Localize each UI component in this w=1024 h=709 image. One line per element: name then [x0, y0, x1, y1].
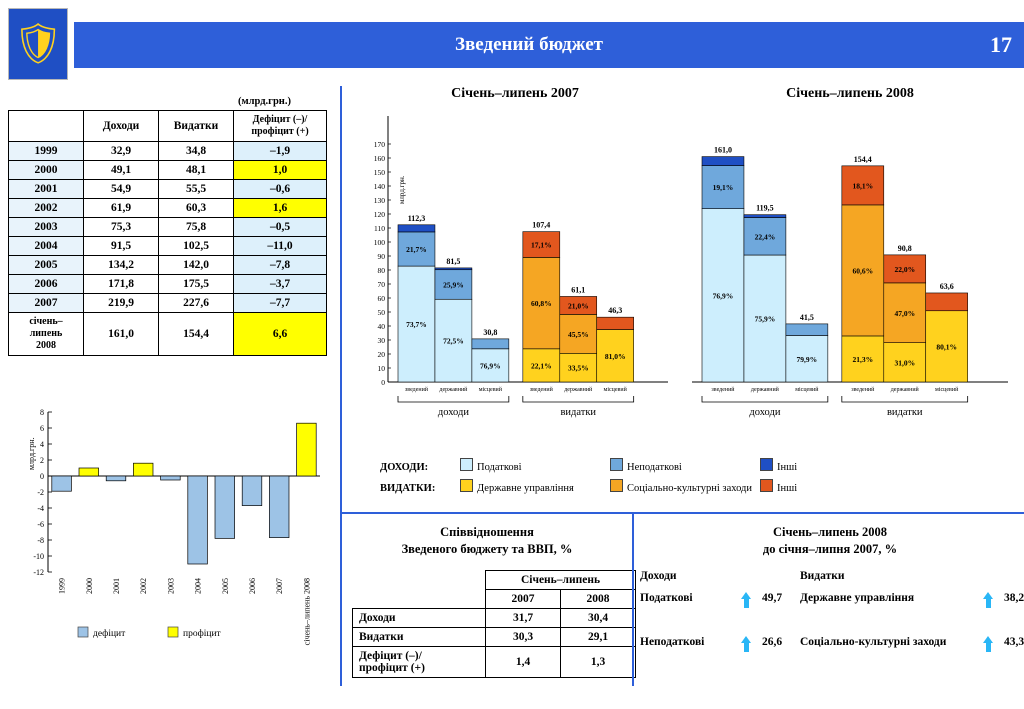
svg-text:90: 90 [377, 252, 385, 261]
table-row [9, 142, 327, 161]
cell-year: 2001 [9, 180, 84, 199]
svg-text:-6: -6 [37, 520, 44, 529]
comparison-col2-header: Видатки [800, 570, 845, 582]
cell-spend: 75,8 [159, 218, 234, 237]
svg-text:73,7%: 73,7% [406, 320, 427, 330]
cell-income: 171,8 [84, 275, 159, 294]
divider-horizontal-bottom [340, 512, 1024, 514]
svg-text:45,5%: 45,5% [567, 329, 589, 339]
svg-text:2005: 2005 [220, 578, 230, 594]
svg-text:8: 8 [40, 408, 44, 417]
cell-balance: 1,0 [234, 161, 327, 180]
ratio-row-label: Видатки [353, 628, 486, 647]
table-header-row [9, 111, 327, 142]
comparison-title-line2: до січня–липня 2007, % [762, 542, 898, 556]
cell-spend: 60,3 [159, 199, 234, 218]
svg-text:державний: державний [439, 387, 468, 393]
svg-text:100: 100 [373, 238, 385, 247]
ratio-table-title [352, 524, 622, 558]
ratio-col-2007: 2007 [486, 590, 561, 609]
svg-text:63,6: 63,6 [939, 281, 954, 291]
svg-text:76,9%: 76,9% [712, 291, 734, 301]
svg-text:зведений: зведений [404, 387, 429, 393]
svg-text:місцевий: місцевий [795, 387, 819, 393]
th-year [9, 111, 84, 142]
legend-item: Інші [760, 458, 910, 473]
svg-text:70: 70 [377, 280, 385, 289]
svg-text:0: 0 [40, 472, 44, 481]
ratio-title-line1: Співвідношення [440, 525, 534, 539]
comparison-left-label: Податкові [640, 592, 693, 604]
divider-vertical-main [340, 86, 342, 686]
svg-text:зведений: зведений [851, 387, 875, 393]
svg-text:41,5: 41,5 [799, 312, 814, 322]
cell-year: 2000 [9, 161, 84, 180]
cell-year: 2002 [9, 199, 84, 218]
cell-year: 2007 [9, 294, 84, 313]
svg-text:119,5: 119,5 [756, 203, 774, 213]
svg-text:доходи: доходи [437, 407, 469, 418]
svg-text:90,8: 90,8 [897, 243, 912, 253]
table-row [9, 313, 327, 356]
svg-text:2001: 2001 [112, 578, 121, 594]
ratio-value-2008: 29,1 [561, 628, 636, 647]
ratio-value-2007: 31,7 [486, 609, 561, 628]
svg-text:зведений: зведений [711, 387, 735, 393]
svg-text:75,9%: 75,9% [754, 314, 776, 324]
svg-text:30,8: 30,8 [483, 327, 498, 337]
svg-text:33,5%: 33,5% [567, 363, 589, 373]
svg-text:видатки: видатки [886, 407, 923, 418]
ratio-table [352, 570, 636, 678]
ratio-title-line2: Зведеного бюджету та ВВП, % [401, 542, 573, 556]
legend-swatch [760, 458, 773, 471]
cell-year: 2004 [9, 237, 84, 256]
ratio-value-2007: 1,4 [486, 647, 561, 678]
arrow-up-icon [978, 636, 999, 652]
cell-balance: 1,6 [234, 199, 327, 218]
cell-balance: –0,6 [234, 180, 327, 199]
legend-item: Податкові [460, 458, 610, 473]
svg-text:154,4: 154,4 [853, 154, 872, 164]
ratio-row [353, 628, 636, 647]
comparison-left-value: 26,6 [762, 636, 783, 648]
comparison-left-value: 49,7 [762, 592, 783, 604]
cell-income: 219,9 [84, 294, 159, 313]
cell-year: 1999 [9, 142, 84, 161]
cell-balance: –0,5 [234, 218, 327, 237]
legend-swatch [610, 479, 623, 492]
cell-year: 2005 [9, 256, 84, 275]
cell-spend: 154,4 [159, 313, 234, 356]
comparison-title [660, 524, 1000, 558]
svg-text:47,0%: 47,0% [894, 308, 916, 318]
cell-year: 2003 [9, 218, 84, 237]
ratio-col-2008: 2008 [561, 590, 636, 609]
chart-2007-title: Січень–липень 2007 [451, 86, 579, 101]
cell-spend: 102,5 [159, 237, 234, 256]
svg-text:-10: -10 [33, 552, 44, 561]
comparison-right-label: Державне управління [800, 592, 915, 604]
comparison-left-label: Неподаткові [640, 636, 705, 648]
table-row [9, 294, 327, 313]
svg-text:81,0%: 81,0% [604, 351, 626, 361]
cell-year: січень– липень 2008 [9, 313, 84, 356]
legend-spend-label: ВИДАТКИ: [380, 483, 436, 494]
comparison-right-value: 38,2 [1004, 592, 1024, 604]
comparison-right-value: 43,3 [1004, 636, 1024, 648]
svg-text:81,5: 81,5 [446, 256, 461, 266]
legend-item: Державне управління [460, 479, 610, 494]
svg-text:2003: 2003 [166, 578, 176, 594]
svg-text:76,9%: 76,9% [480, 361, 501, 371]
cell-spend: 175,5 [159, 275, 234, 294]
svg-text:1999: 1999 [57, 578, 67, 594]
table-units-label: (млрд.грн.) [238, 96, 291, 107]
svg-text:млрд.грн.: млрд.грн. [398, 175, 406, 204]
svg-text:2: 2 [40, 456, 44, 465]
svg-text:130: 130 [373, 196, 385, 205]
cell-income: 161,0 [84, 313, 159, 356]
cell-balance: –7,8 [234, 256, 327, 275]
ukraine-coat-of-arms-icon: 🛡 [8, 8, 68, 80]
svg-text:місцевий: місцевий [935, 387, 959, 393]
legend-item: Інші [760, 479, 910, 494]
th-spend: Видатки [159, 111, 234, 142]
svg-text:державний: державний [564, 387, 593, 393]
svg-text:50: 50 [377, 308, 385, 317]
cell-income: 134,2 [84, 256, 159, 275]
ratio-row [353, 609, 636, 628]
table-row [9, 199, 327, 218]
cell-income: 75,3 [84, 218, 159, 237]
svg-text:державний: державний [750, 387, 779, 393]
svg-text:160: 160 [373, 154, 385, 163]
comparison-col1-header: Доходи [640, 570, 677, 582]
cell-spend: 55,5 [159, 180, 234, 199]
cell-balance: –7,7 [234, 294, 327, 313]
svg-text:60,6%: 60,6% [852, 266, 874, 276]
cell-spend: 142,0 [159, 256, 234, 275]
table-row [9, 275, 327, 294]
svg-text:0: 0 [381, 378, 385, 387]
svg-text:доходи: доходи [749, 407, 781, 418]
ratio-row-label: Доходи [353, 609, 486, 628]
svg-text:21,0%: 21,0% [567, 301, 589, 311]
ratio-header-row-2 [353, 590, 636, 609]
ratio-value-2008: 30,4 [561, 609, 636, 628]
legend-income-row [380, 458, 910, 473]
svg-text:60: 60 [377, 294, 385, 303]
th-income: Доходи [84, 111, 159, 142]
chart-2008-title: Січень–липень 2008 [786, 86, 914, 101]
svg-text:2004: 2004 [193, 578, 203, 594]
svg-text:31,0%: 31,0% [894, 358, 916, 368]
table-row [9, 256, 327, 275]
cell-income: 91,5 [84, 237, 159, 256]
svg-text:10: 10 [377, 364, 385, 373]
svg-text:-4: -4 [37, 504, 44, 513]
svg-text:2002: 2002 [139, 578, 149, 594]
cell-income: 61,9 [84, 199, 159, 218]
svg-text:170: 170 [373, 140, 385, 149]
svg-text:60,8%: 60,8% [530, 299, 552, 309]
svg-text:161,0: 161,0 [713, 145, 732, 155]
ratio-header-row-1 [353, 571, 636, 590]
svg-text:22,1%: 22,1% [530, 361, 552, 371]
svg-text:дефіцит: дефіцит [93, 629, 126, 639]
cell-balance: –11,0 [234, 237, 327, 256]
svg-text:місцевий: місцевий [478, 387, 502, 393]
th-balance: Дефіцит (–)/ профіцит (+) [234, 111, 327, 142]
svg-text:17,1%: 17,1% [530, 240, 552, 250]
table-row [9, 237, 327, 256]
arrow-up-icon [736, 592, 757, 608]
svg-text:79,9%: 79,9% [796, 354, 818, 364]
svg-text:72,5%: 72,5% [443, 336, 464, 346]
legend-spend-row [380, 479, 910, 494]
ratio-row-label: Дефіцит (–)/ профіцит (+) [353, 647, 486, 678]
svg-text:4: 4 [40, 440, 44, 449]
svg-text:20: 20 [377, 350, 385, 359]
svg-text:2006: 2006 [248, 578, 257, 594]
svg-text:46,3: 46,3 [608, 306, 623, 316]
budget-structure-2008-chart [682, 104, 1012, 454]
svg-text:профіцит: профіцит [183, 629, 221, 639]
cell-spend: 48,1 [159, 161, 234, 180]
ratio-value-2008: 1,3 [561, 647, 636, 678]
svg-text:6: 6 [40, 424, 44, 433]
svg-text:120: 120 [373, 210, 385, 219]
svg-text:21,3%: 21,3% [852, 354, 874, 364]
svg-text:110: 110 [374, 224, 385, 233]
svg-text:19,1%: 19,1% [712, 183, 734, 193]
comparison-right-label: Соціально-культурні заходи [800, 636, 947, 648]
cell-balance: –1,9 [234, 142, 327, 161]
svg-text:2007: 2007 [275, 578, 285, 594]
table-row [9, 161, 327, 180]
legend-swatch [460, 479, 473, 492]
comparison-title-line1: Січень–липень 2008 [772, 525, 888, 539]
table-row [9, 180, 327, 199]
svg-text:80: 80 [377, 266, 385, 275]
cell-spend: 227,6 [159, 294, 234, 313]
cell-year: 2006 [9, 275, 84, 294]
ratio-row [353, 647, 636, 678]
svg-text:61,1: 61,1 [571, 285, 586, 295]
svg-text:112,3: 112,3 [407, 213, 426, 223]
arrow-up-icon [978, 592, 999, 608]
cell-spend: 34,8 [159, 142, 234, 161]
ratio-value-2007: 30,3 [486, 628, 561, 647]
page-title: Зведений бюджет [455, 34, 603, 55]
svg-text:80,1%: 80,1% [936, 342, 958, 352]
legend-item: Неподаткові [610, 458, 760, 473]
svg-text:державний: державний [890, 387, 919, 393]
legend-swatch [760, 479, 773, 492]
svg-text:25,9%: 25,9% [443, 280, 464, 290]
svg-text:21,7%: 21,7% [406, 245, 427, 254]
svg-text:150: 150 [373, 168, 385, 177]
cell-balance: –3,7 [234, 275, 327, 294]
budget-summary-table [8, 110, 327, 356]
arrow-up-icon [736, 636, 757, 652]
svg-text:січень–липень 2008: січень–липень 2008 [302, 578, 312, 646]
cell-balance: 6,6 [234, 313, 327, 356]
cell-income: 54,9 [84, 180, 159, 199]
cell-income: 49,1 [84, 161, 159, 180]
svg-text:140: 140 [373, 182, 385, 191]
legend-item: Соціально-культурні заходи [610, 479, 760, 494]
svg-text:30: 30 [377, 336, 385, 345]
svg-text:40: 40 [377, 322, 385, 331]
legend-swatch [460, 458, 473, 471]
cell-income: 32,9 [84, 142, 159, 161]
svg-text:-2: -2 [37, 488, 44, 497]
svg-text:-12: -12 [33, 568, 44, 577]
svg-text:млрд.грн.: млрд.грн. [27, 437, 36, 470]
page-number: 17 [990, 32, 1012, 57]
divider-vertical-bottom [632, 514, 634, 686]
svg-text:107,4: 107,4 [532, 220, 551, 230]
table-row [9, 218, 327, 237]
deficit-surplus-svg [8, 404, 328, 649]
charts-legend [380, 458, 910, 500]
ratio-span-header: Січень–липень [486, 571, 636, 590]
svg-text:22,0%: 22,0% [894, 264, 916, 274]
svg-text:видатки: видатки [560, 407, 597, 418]
svg-text:зведений: зведений [529, 387, 553, 393]
svg-text:місцевий: місцевий [603, 387, 627, 393]
svg-text:-8: -8 [37, 536, 44, 545]
legend-swatch [610, 458, 623, 471]
budget-structure-2007-chart [352, 104, 672, 454]
svg-text:22,4%: 22,4% [754, 232, 776, 242]
deficit-surplus-chart [8, 404, 328, 649]
svg-text:18,1%: 18,1% [852, 181, 874, 191]
legend-income-label: ДОХОДИ: [380, 462, 429, 473]
svg-text:2000: 2000 [84, 578, 94, 594]
